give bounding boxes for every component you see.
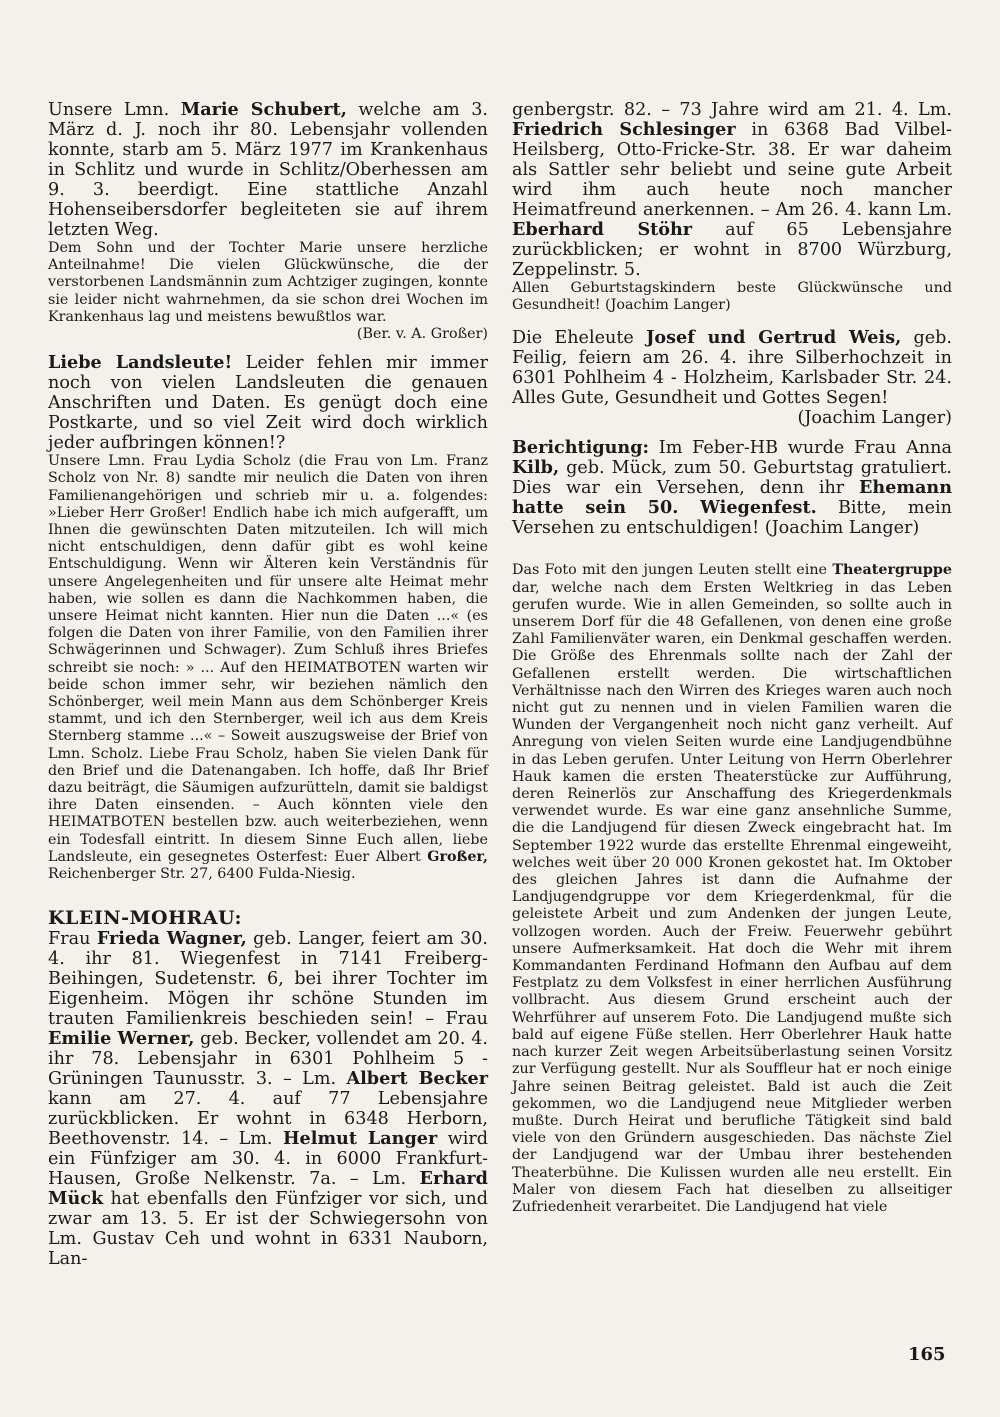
bold-name-text: Großer, [427,848,488,865]
text-run: kann am 27. 4. auf 77 Lebensjahre zurückblicken. Er wohnt in 6348 Herborn, Beethovenstr. 14. – Lm. [48,1089,488,1150]
correction-paragraph [512,438,952,538]
text-run: Das Foto mit den jungen Leuten stellt eine [512,562,833,579]
text-run: Reichenberger Str. 27, 6400 Fulda-Niesig. [48,866,356,883]
condolence-paragraph [48,240,488,326]
bold-name-text: Frieda Wagner, [96,928,247,950]
text-run: (Joachim Langer) [797,408,952,429]
obituary-paragraph [48,100,488,240]
text-run: Frau [48,929,97,950]
birthday-paragraph [48,929,488,1269]
bold-name-text: Friedrich Schlesinger [512,119,736,140]
text-run: geb. Becker, vollendet am 20. 4. ihr 78. Lebensjahr in 6301 Pohlheim 5 - Grüningen Taunusstr. 3. – Lm. [48,1029,488,1090]
text-run: Unsere Lmn. [48,100,181,120]
text-run: Dem Sohn und der Tochter Marie unsere herzliche Anteilnahme! Die vielen Glückwünsche, die der verstorbenen Landsmännin zum Achtziger zugingen, konnte sie leider nicht wahrnehmen, da sie schon drei Wochen im Krankenhaus lag und meistens bewußtlos war. [48,240,488,325]
text-run: Die Eheleute [512,328,647,349]
birthday-continuation-paragraph [512,100,952,280]
text-run: dar, welche nach dem Ersten Weltkrieg in das Leben gerufen wurde. Wie in allen Gemeinden, so sollte auch in unserem Dorf für die 48 Gefallenen, von denen eine große Zahl Familienväter waren, ein Denkmal geschaffen werden. Die Größe des Ehrenmals sollte nach der Zahl der Gefallenen erstellt werden. Die wirtschaftlichen Verhältnisse nach den Wirren des Krieges waren auch noch nicht gut zu nennen und in vielen Familien waren die Wunden der Vergangenheit noch nicht ganz verheilt. Auf Anregung von vielen Seiten wurde eine Landjugendbühne in das Leben gerufen. Unter Leitung von Herrn Oberlehrer Hauk kamen die ersten Theaterstücke zur Aufführung, deren Reinerlös zur Anschaffung des Kriegerdenkmals verwendet wurde. Es war eine ganz ansehnliche Summe, die die Landjugend für diesen Zweck eingebracht hat. Im September 1922 wurde das erstellte Ehrenmal eingeweiht, welches weit über 20 000 Kronen gekostet hat. Im Oktober des gleichen Jahres ist dann die Aufnahme der Landjugendgruppe vor dem Kriegerdenkmal, für die geleistete Arbeit und zum Andenken der jungen Leute, vollzogen worden. Auch der Freiw. Feuerwehr gebührt unsere Aufmerksamkeit. Hat doch die Wehr mit ihrem Kommandanten Ferdinand Hofmann den Aufbau auf dem Festplatz zu dem Volksfest in einer herrlichen Ausführung vollbracht. Aus diesem Grund erscheint auch der Wehrführer auf unserem Foto. Die Landjugend mußte sich bald auf eigene Füße stellen. Herr Oberlehrer Hauk hatte nach kurzer Zeit wegen Arbeitsüberlastung seinen Vorsitz zur Verfügung gestellt. Nur als Souffleur hat er noch einige Jahre seinen Beitrag geleistet. Bald ist auch die Zeit gekommen, wo die Landjugend neue Mitglieder werben mußte. Durch Heirat und berufliche Tätigkeit sind bald viele von den Gründern ausgeschieden. Das nächste Ziel der Landjugend war der Umbau ihrer bestehenden Theaterbühne. Die Kulissen wurden alle neu erstellt. Ein Maler von diesem Fach hat dieselben zu allseitiger Zufriedenheit verarbeitet. Die Landjugend hat viele [512,579,952,1215]
page-number: 165 [908,1344,946,1365]
text-run: wird ein Fünfziger am 30. 4. in 6000 Frankfurt-Hausen, Große Nelkenstr. 7a. – Lm. [48,1129,488,1190]
section-heading: KLEIN-MOHRAU: [48,907,242,930]
text-run: geb. Mück, zum 50. Geburtstag gratuliert. Dies war ein Versehen, denn ihr [512,458,952,499]
text-run: (Ber. v. A. Großer) [356,326,488,343]
text-run: geb. Langer, feiert am 30. 4. ihr 81. Wiegenfest in 7141 Freiberg-Beihingen, Sudetenstr. 6, bei ihrer Tochter im Eigenheim. Mögen ihr schöne Stunden im trauten Familienkreis beschieden sein! – Frau [48,929,488,1030]
appeal-paragraph [48,353,488,453]
bold-name-text: Erhard Mück [48,1168,488,1210]
text-run: geb. Feilig, feiern am 26. 4. ihre Silberhochzeit in 6301 Pohlheim 4 - Holzheim, Karlsbader Str. 24. Alles Gute, Gesundheit und Gottes Segen! [512,328,953,409]
text-run: auf 65 Lebensjahre zurückblicken; er wohnt in 8700 Würzburg, Zeppelinstr. 5. [512,220,952,280]
bold-name-text: Albert Becker [346,1068,488,1090]
text-run: Leider fehlen mir immer noch von vielen Landsleuten die genauen Anschriften und Daten. Es genügt doch eine Postkarte, und so viel Zeit wird doch wirklich jeder aufbringen können!? [48,353,488,454]
text-run: Bitte, mein Versehen zu entschuldigen! (Joachim Langer) [512,498,952,539]
bold-name-text: Kilb, [512,457,560,479]
report-signature [48,326,488,343]
bold-name-text: Helmut Langer [282,1128,438,1150]
text-run: genbergstr. 82. – 73 Jahre wird am 21. 4. Lm. [512,100,952,120]
left-column [48,100,488,1269]
text-run: hat ebenfalls den Fünfziger vor sich, und zwar am 13. 5. Er ist der Schwiegersohn von Lm. Gustav Ceh und wohnt in 6331 Nauborn, Lan- [48,1189,488,1270]
anniversary-paragraph [512,328,952,408]
bold-name-text: Theatergruppe [832,562,952,579]
text-run: Unsere Lmn. Frau Lydia Scholz (die Frau von Lm. Franz Scholz von Nr. 8) sandte mir neulich die Daten von ihren Familienangehörigen und schrieb mir u. a. folgendes: »Lieber Herr Großer! Endlich habe ich mich aufgerafft, um Ihnen die gewünschten Daten mitzuteilen. Ich will mich nicht entschuldigen, denn dafür gibt es wohl keine Entschuldigung. Wenn wir Älteren kein Verständnis für unsere Angelegenheiten und für unsere alte Heimat mehr haben, wie sollen es dann die Nachkommen haben, die unsere Heimat nicht kannten. Hier nun die Daten ...« (es folgen die Daten von ihrer Familie, von den Familien ihrer Schwägerinnen und Schwager). Zum Schluß ihres Briefes schreibt sie noch: » ... Auf den HEIMATBOTEN warten wir beide schon immer sehr, wir beziehen nämlich den Schönberger, weil mein Mann aus dem Schönberger Kreis stammt, und ich den Sternberger, weil ich aus dem Kreis Sternberg stamme ...« – Soweit auszugsweise der Brief von Lmn. Scholz. Liebe Frau Scholz, haben Sie vielen Dank für den Brief und die Datenangaben. Ich hoffe, daß Ihr Brief dazu beiträgt, die Säumigen aufzurütteln, damit sie baldigst ihre Daten einsenden. – Auch könnten viele den HEIMATBOTEN bestellen bzw. auch weiterbeziehen, wenn ein Todesfall eintritt. In diesem Sinne Euch allen, liebe Landsleute, ein gesegnetes Osterfest: Euer Albert [48,453,488,865]
bold-name-text: Emilie Werner, [48,1028,195,1050]
bold-name-text: Liebe Landsleute! [48,352,233,374]
text-run: Im Feber-HB wurde Frau Anna [649,438,952,459]
theater-group-article [512,562,952,1216]
bold-name-text: Marie Schubert, [180,99,347,120]
letter-paragraph [48,453,488,883]
bold-name-text: Berichtigung: [512,437,650,459]
anniversary-signature [512,408,952,428]
text-run: in 6368 Bad Vilbel-Heilsberg, Otto-Fricke-Str. 38. Er war daheim als Sattler sehr beliebt und seine gute Arbeit wird ihm auch heute noch mancher Heimatfreund anerkennen. – Am 26. 4. kann Lm. [512,120,952,220]
text-run: Allen Geburtstagskindern beste Glückwünsche und Gesundheit! (Joachim Langer) [512,280,952,314]
bold-name-text: Ehemann hatte sein 50. Wiegenfest. [512,477,952,519]
text-run: welche am 3. März d. J. noch ihr 80. Lebensjahr vollenden konnte, starb am 5. März 1977 im Krankenhaus in Schlitz und wurde in Schlitz/Oberhessen am 9. 3. beerdigt. Eine stattliche Anzahl Hohenseibersdorfer begleiteten sie auf ihrem letzten Weg. [48,100,489,240]
bold-name-text: Eberhard Stöhr [512,219,693,240]
right-column [512,100,952,1216]
greetings-paragraph [512,280,952,314]
bold-name-text: Josef und Gertrud Weis, [646,327,902,349]
